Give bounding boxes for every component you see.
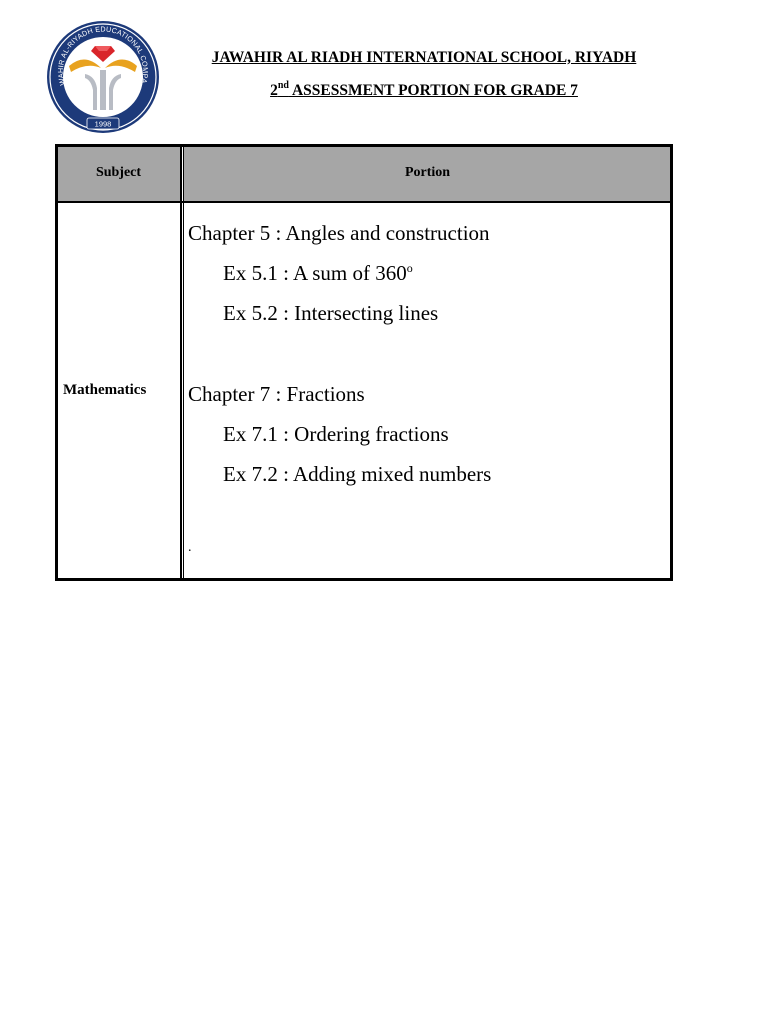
assessment-ordinal-suffix: nd <box>277 79 289 91</box>
degree-symbol: o <box>406 261 413 275</box>
subject-header: Subject <box>95 165 142 180</box>
logo-year: 1998 <box>94 119 112 129</box>
assessment-title <box>176 79 672 100</box>
assessment-title-text: ASSESSMENT PORTION FOR GRADE 7 <box>288 82 578 99</box>
column-divider-inner <box>183 146 184 579</box>
school-logo <box>45 18 161 136</box>
chapter-7: Chapter 7 : Fractions <box>188 382 365 406</box>
assessment-ordinal: 2 <box>270 82 278 99</box>
portion-header: Portion <box>404 165 451 180</box>
exercise-5-1 <box>223 261 413 286</box>
exercise-5-1-text: Ex 5.1 : A sum of 360 <box>223 261 407 285</box>
header-divider <box>55 201 673 203</box>
logo-emblem <box>45 18 161 136</box>
exercise-7-1: Ex 7.1 : Ordering fractions <box>223 422 449 446</box>
portion-table <box>55 144 673 581</box>
chapter-5: Chapter 5 : Angles and construction <box>188 221 490 245</box>
school-name: JAWAHIR AL RIADH INTERNATIONAL SCHOOL, RIYADH <box>211 49 637 66</box>
column-divider <box>180 144 182 581</box>
logo-ring-text: WAHIR AL-RIYADH EDUCATIONAL COMPA <box>55 24 151 87</box>
subject-mathematics: Mathematics <box>63 382 147 398</box>
trailing-period: . <box>188 540 192 555</box>
exercise-7-2: Ex 7.2 : Adding mixed numbers <box>223 462 492 486</box>
exercise-5-2: Ex 5.2 : Intersecting lines <box>223 301 439 325</box>
table-inner-border <box>57 146 671 579</box>
